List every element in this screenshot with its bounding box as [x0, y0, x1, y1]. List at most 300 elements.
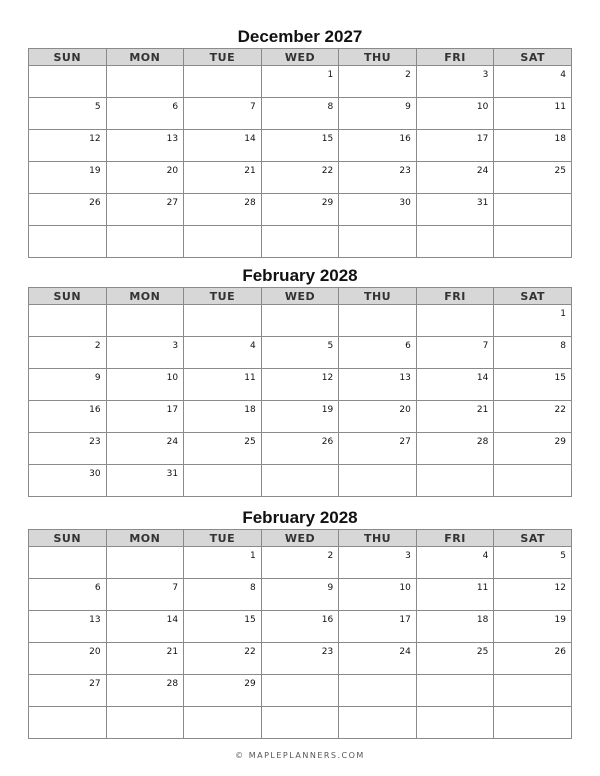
- weekday-header-row: [29, 49, 572, 66]
- day-cell: [29, 66, 107, 98]
- day-cell: [494, 66, 572, 98]
- day-number: [101, 308, 106, 312]
- day-number: [178, 550, 183, 554]
- day-number: [488, 229, 493, 233]
- day-number: 12: [321, 373, 334, 383]
- day-number: [101, 229, 106, 233]
- week-row: [29, 130, 572, 162]
- day-number: 10: [399, 583, 411, 593]
- day-number: 11: [554, 102, 566, 112]
- day-number: 29: [321, 198, 334, 208]
- day-cell: [339, 707, 417, 739]
- day-cell: [261, 675, 339, 707]
- day-cell: [261, 547, 339, 579]
- week-row: [29, 98, 572, 130]
- day-cell: [416, 98, 494, 130]
- day-cell: [494, 162, 572, 194]
- day-cell: [339, 162, 417, 194]
- day-cell: [106, 369, 184, 401]
- day-number: 26: [554, 647, 566, 657]
- day-cell: [106, 579, 184, 611]
- day-number: 21: [244, 166, 256, 176]
- day-number: 2: [405, 70, 411, 80]
- day-number: 10: [166, 373, 179, 383]
- day-cell: [494, 675, 572, 707]
- day-cell: [416, 305, 494, 337]
- calendar-title: December 2027: [237, 27, 363, 46]
- day-number: [178, 308, 183, 312]
- day-cell: [29, 130, 107, 162]
- day-number: 30: [399, 198, 411, 208]
- day-number: [488, 308, 493, 312]
- day-number: [566, 229, 571, 233]
- day-cell: [106, 130, 184, 162]
- day-number: [333, 468, 338, 472]
- day-number: 14: [476, 373, 489, 383]
- day-number: 3: [405, 551, 411, 561]
- weekday-header: THU: [339, 49, 417, 66]
- weekday-header: WED: [261, 288, 339, 305]
- day-number: 27: [166, 198, 179, 208]
- day-number: [411, 229, 416, 233]
- day-number: 23: [321, 647, 334, 657]
- day-cell: [494, 305, 572, 337]
- day-cell: [184, 675, 262, 707]
- day-number: [178, 229, 183, 233]
- calendar-body: [29, 66, 572, 258]
- day-number: 20: [89, 647, 101, 657]
- day-number: 31: [476, 198, 489, 208]
- day-number: 30: [89, 469, 101, 479]
- week-row: [29, 162, 572, 194]
- day-number: 18: [554, 134, 566, 144]
- day-cell: [494, 130, 572, 162]
- day-cell: [261, 707, 339, 739]
- day-cell: [29, 707, 107, 739]
- day-cell: [494, 611, 572, 643]
- day-cell: [184, 547, 262, 579]
- day-number: 6: [405, 341, 411, 351]
- day-cell: [416, 465, 494, 497]
- day-number: [566, 468, 571, 472]
- day-number: 4: [482, 551, 489, 561]
- weekday-header: TUE: [184, 288, 262, 305]
- day-number: [101, 710, 106, 714]
- day-number: [488, 468, 493, 472]
- day-cell: [106, 226, 184, 258]
- day-cell: [106, 433, 184, 465]
- weekday-header: THU: [339, 530, 417, 547]
- week-row: [29, 707, 572, 739]
- day-number: 26: [89, 198, 101, 208]
- day-number: 25: [476, 647, 489, 657]
- calendar-grid: [28, 529, 572, 739]
- day-cell: [184, 162, 262, 194]
- day-number: 5: [560, 551, 566, 561]
- day-cell: [29, 465, 107, 497]
- day-number: [566, 678, 571, 682]
- calendar-month-1: [28, 26, 572, 258]
- day-cell: [106, 66, 184, 98]
- day-cell: [29, 305, 107, 337]
- day-number: 19: [89, 166, 101, 176]
- day-cell: [416, 130, 494, 162]
- day-number: [411, 678, 416, 682]
- day-cell: [261, 194, 339, 226]
- day-number: [411, 710, 416, 714]
- weekday-header: FRI: [416, 530, 494, 547]
- day-cell: [29, 162, 107, 194]
- day-number: [488, 710, 493, 714]
- week-row: [29, 194, 572, 226]
- day-cell: [184, 337, 262, 369]
- day-cell: [184, 707, 262, 739]
- day-cell: [416, 226, 494, 258]
- calendar-grid: [28, 287, 572, 497]
- day-cell: [184, 226, 262, 258]
- day-number: 9: [327, 583, 334, 593]
- day-cell: [261, 162, 339, 194]
- day-number: 16: [399, 134, 411, 144]
- day-number: 12: [89, 134, 101, 144]
- day-number: [488, 678, 493, 682]
- day-number: 29: [244, 679, 256, 689]
- day-cell: [494, 643, 572, 675]
- day-cell: [339, 66, 417, 98]
- day-number: 1: [249, 551, 256, 561]
- day-cell: [339, 194, 417, 226]
- day-cell: [106, 305, 184, 337]
- day-number: 6: [94, 583, 101, 593]
- calendar-title: February 2028: [242, 508, 358, 527]
- day-number: 23: [399, 166, 411, 176]
- day-number: 8: [249, 583, 256, 593]
- day-cell: [184, 66, 262, 98]
- day-number: 3: [172, 341, 179, 351]
- weekday-header-row: [29, 530, 572, 547]
- weekday-header: SAT: [494, 49, 572, 66]
- day-cell: [29, 369, 107, 401]
- day-cell: [261, 643, 339, 675]
- day-cell: [339, 547, 417, 579]
- weekday-header: SUN: [29, 49, 107, 66]
- day-cell: [494, 433, 572, 465]
- day-number: 17: [399, 615, 411, 625]
- week-row: [29, 465, 572, 497]
- day-cell: [416, 401, 494, 433]
- day-cell: [261, 305, 339, 337]
- day-cell: [106, 707, 184, 739]
- day-cell: [494, 465, 572, 497]
- day-cell: [261, 226, 339, 258]
- day-number: 20: [399, 405, 411, 415]
- day-cell: [184, 611, 262, 643]
- day-cell: [29, 226, 107, 258]
- day-number: [411, 468, 416, 472]
- day-cell: [494, 579, 572, 611]
- week-row: [29, 611, 572, 643]
- day-number: 11: [476, 583, 489, 593]
- day-cell: [416, 433, 494, 465]
- day-number: 16: [89, 405, 101, 415]
- day-cell: [184, 579, 262, 611]
- day-cell: [339, 337, 417, 369]
- week-row: [29, 547, 572, 579]
- day-number: 16: [321, 615, 334, 625]
- day-number: 17: [476, 134, 489, 144]
- day-cell: [339, 675, 417, 707]
- week-row: [29, 675, 572, 707]
- day-cell: [339, 465, 417, 497]
- day-cell: [416, 547, 494, 579]
- day-cell: [106, 643, 184, 675]
- day-cell: [106, 337, 184, 369]
- day-cell: [494, 547, 572, 579]
- weekday-header: MON: [106, 288, 184, 305]
- calendar-month-3: [28, 507, 572, 739]
- day-number: 29: [554, 437, 566, 447]
- day-number: 24: [166, 437, 179, 447]
- weekday-header: TUE: [184, 530, 262, 547]
- day-number: 19: [554, 615, 566, 625]
- week-row: [29, 401, 572, 433]
- weekday-header: MON: [106, 49, 184, 66]
- day-number: 2: [327, 551, 334, 561]
- day-number: 8: [560, 341, 566, 351]
- week-row: [29, 369, 572, 401]
- day-number: [256, 229, 261, 233]
- day-cell: [261, 433, 339, 465]
- day-cell: [494, 337, 572, 369]
- day-number: [256, 69, 261, 73]
- weekday-header: SUN: [29, 530, 107, 547]
- day-number: 28: [244, 198, 256, 208]
- weekday-header: MON: [106, 530, 184, 547]
- day-cell: [261, 98, 339, 130]
- day-cell: [106, 98, 184, 130]
- day-cell: [339, 226, 417, 258]
- day-number: 22: [321, 166, 334, 176]
- day-cell: [261, 579, 339, 611]
- calendar-month-2: [28, 265, 572, 497]
- day-number: 6: [172, 102, 179, 112]
- day-cell: [184, 194, 262, 226]
- day-number: 15: [244, 615, 256, 625]
- footer-credit: © MAPLEPLANNERS.COM: [235, 751, 365, 760]
- day-number: 13: [399, 373, 411, 383]
- day-number: 13: [166, 134, 179, 144]
- day-number: 12: [554, 583, 566, 593]
- day-cell: [494, 707, 572, 739]
- weekday-header: FRI: [416, 288, 494, 305]
- day-number: 10: [476, 102, 489, 112]
- weekday-header: TUE: [184, 49, 262, 66]
- day-cell: [106, 162, 184, 194]
- day-cell: [29, 579, 107, 611]
- day-number: 18: [476, 615, 489, 625]
- day-cell: [29, 675, 107, 707]
- day-cell: [29, 401, 107, 433]
- day-cell: [339, 433, 417, 465]
- day-cell: [29, 611, 107, 643]
- calendar-grid: [28, 48, 572, 258]
- day-number: 27: [89, 679, 101, 689]
- day-cell: [339, 305, 417, 337]
- day-cell: [339, 98, 417, 130]
- day-number: 5: [94, 102, 101, 112]
- day-number: 15: [321, 134, 334, 144]
- day-cell: [106, 611, 184, 643]
- day-cell: [261, 130, 339, 162]
- day-cell: [339, 369, 417, 401]
- day-number: 3: [482, 70, 489, 80]
- day-cell: [416, 66, 494, 98]
- day-cell: [29, 643, 107, 675]
- day-number: 28: [476, 437, 489, 447]
- day-cell: [261, 337, 339, 369]
- day-number: [333, 308, 338, 312]
- week-row: [29, 66, 572, 98]
- day-number: [178, 710, 183, 714]
- day-number: 26: [321, 437, 334, 447]
- day-number: 25: [244, 437, 256, 447]
- day-cell: [261, 369, 339, 401]
- day-number: 14: [166, 615, 179, 625]
- week-row: [29, 226, 572, 258]
- day-number: 24: [399, 647, 411, 657]
- day-cell: [416, 707, 494, 739]
- day-cell: [416, 194, 494, 226]
- day-cell: [184, 401, 262, 433]
- day-cell: [29, 547, 107, 579]
- day-cell: [416, 611, 494, 643]
- day-number: 11: [244, 373, 256, 383]
- day-cell: [184, 130, 262, 162]
- day-cell: [494, 369, 572, 401]
- day-number: [566, 197, 571, 201]
- day-number: 28: [166, 679, 179, 689]
- day-cell: [184, 305, 262, 337]
- day-cell: [261, 401, 339, 433]
- day-cell: [416, 643, 494, 675]
- day-number: [178, 69, 183, 73]
- day-number: 31: [166, 469, 179, 479]
- day-cell: [184, 433, 262, 465]
- day-cell: [494, 401, 572, 433]
- day-number: 7: [249, 102, 256, 112]
- weekday-header: WED: [261, 530, 339, 547]
- day-number: [333, 678, 338, 682]
- week-row: [29, 643, 572, 675]
- week-row: [29, 337, 572, 369]
- weekday-header: SUN: [29, 288, 107, 305]
- day-cell: [29, 98, 107, 130]
- day-number: 15: [554, 373, 566, 383]
- day-cell: [416, 337, 494, 369]
- week-row: [29, 433, 572, 465]
- day-cell: [416, 675, 494, 707]
- day-cell: [494, 98, 572, 130]
- calendar-title: February 2028: [242, 266, 358, 285]
- day-cell: [416, 162, 494, 194]
- day-number: 21: [476, 405, 489, 415]
- day-cell: [416, 369, 494, 401]
- day-cell: [106, 401, 184, 433]
- day-cell: [184, 98, 262, 130]
- day-cell: [29, 337, 107, 369]
- day-cell: [29, 433, 107, 465]
- day-number: 25: [554, 166, 566, 176]
- weekday-header: THU: [339, 288, 417, 305]
- day-number: [256, 468, 261, 472]
- day-number: [101, 550, 106, 554]
- day-cell: [106, 194, 184, 226]
- day-number: 13: [89, 615, 101, 625]
- day-cell: [184, 369, 262, 401]
- day-number: 9: [405, 102, 411, 112]
- week-row: [29, 305, 572, 337]
- day-cell: [261, 465, 339, 497]
- day-cell: [339, 643, 417, 675]
- day-number: 20: [166, 166, 179, 176]
- day-number: 7: [482, 341, 489, 351]
- day-cell: [184, 643, 262, 675]
- day-cell: [261, 66, 339, 98]
- day-cell: [339, 611, 417, 643]
- day-number: 9: [94, 373, 101, 383]
- day-number: [333, 229, 338, 233]
- calendar-body: [29, 547, 572, 739]
- day-cell: [29, 194, 107, 226]
- day-number: 22: [554, 405, 566, 415]
- day-number: 4: [249, 341, 256, 351]
- day-cell: [339, 130, 417, 162]
- calendar-body: [29, 305, 572, 497]
- day-cell: [261, 611, 339, 643]
- day-cell: [416, 579, 494, 611]
- day-number: 5: [327, 341, 334, 351]
- day-number: 14: [244, 134, 256, 144]
- day-cell: [106, 547, 184, 579]
- day-number: [333, 710, 338, 714]
- day-number: 7: [172, 583, 179, 593]
- day-cell: [106, 675, 184, 707]
- day-cell: [494, 194, 572, 226]
- day-number: 18: [244, 405, 256, 415]
- day-number: 27: [399, 437, 411, 447]
- day-number: 4: [560, 70, 566, 80]
- day-number: [101, 69, 106, 73]
- weekday-header: SAT: [494, 288, 572, 305]
- day-cell: [339, 401, 417, 433]
- day-number: 1: [327, 70, 334, 80]
- day-number: 1: [560, 309, 566, 319]
- day-number: 23: [89, 437, 101, 447]
- weekday-header-row: [29, 288, 572, 305]
- day-number: [566, 710, 571, 714]
- day-number: 2: [94, 341, 101, 351]
- day-number: [411, 308, 416, 312]
- day-cell: [106, 465, 184, 497]
- day-number: 21: [166, 647, 179, 657]
- day-number: [256, 308, 261, 312]
- day-number: [256, 710, 261, 714]
- day-number: 24: [476, 166, 489, 176]
- day-cell: [184, 465, 262, 497]
- day-number: 17: [166, 405, 179, 415]
- weekday-header: WED: [261, 49, 339, 66]
- day-cell: [494, 226, 572, 258]
